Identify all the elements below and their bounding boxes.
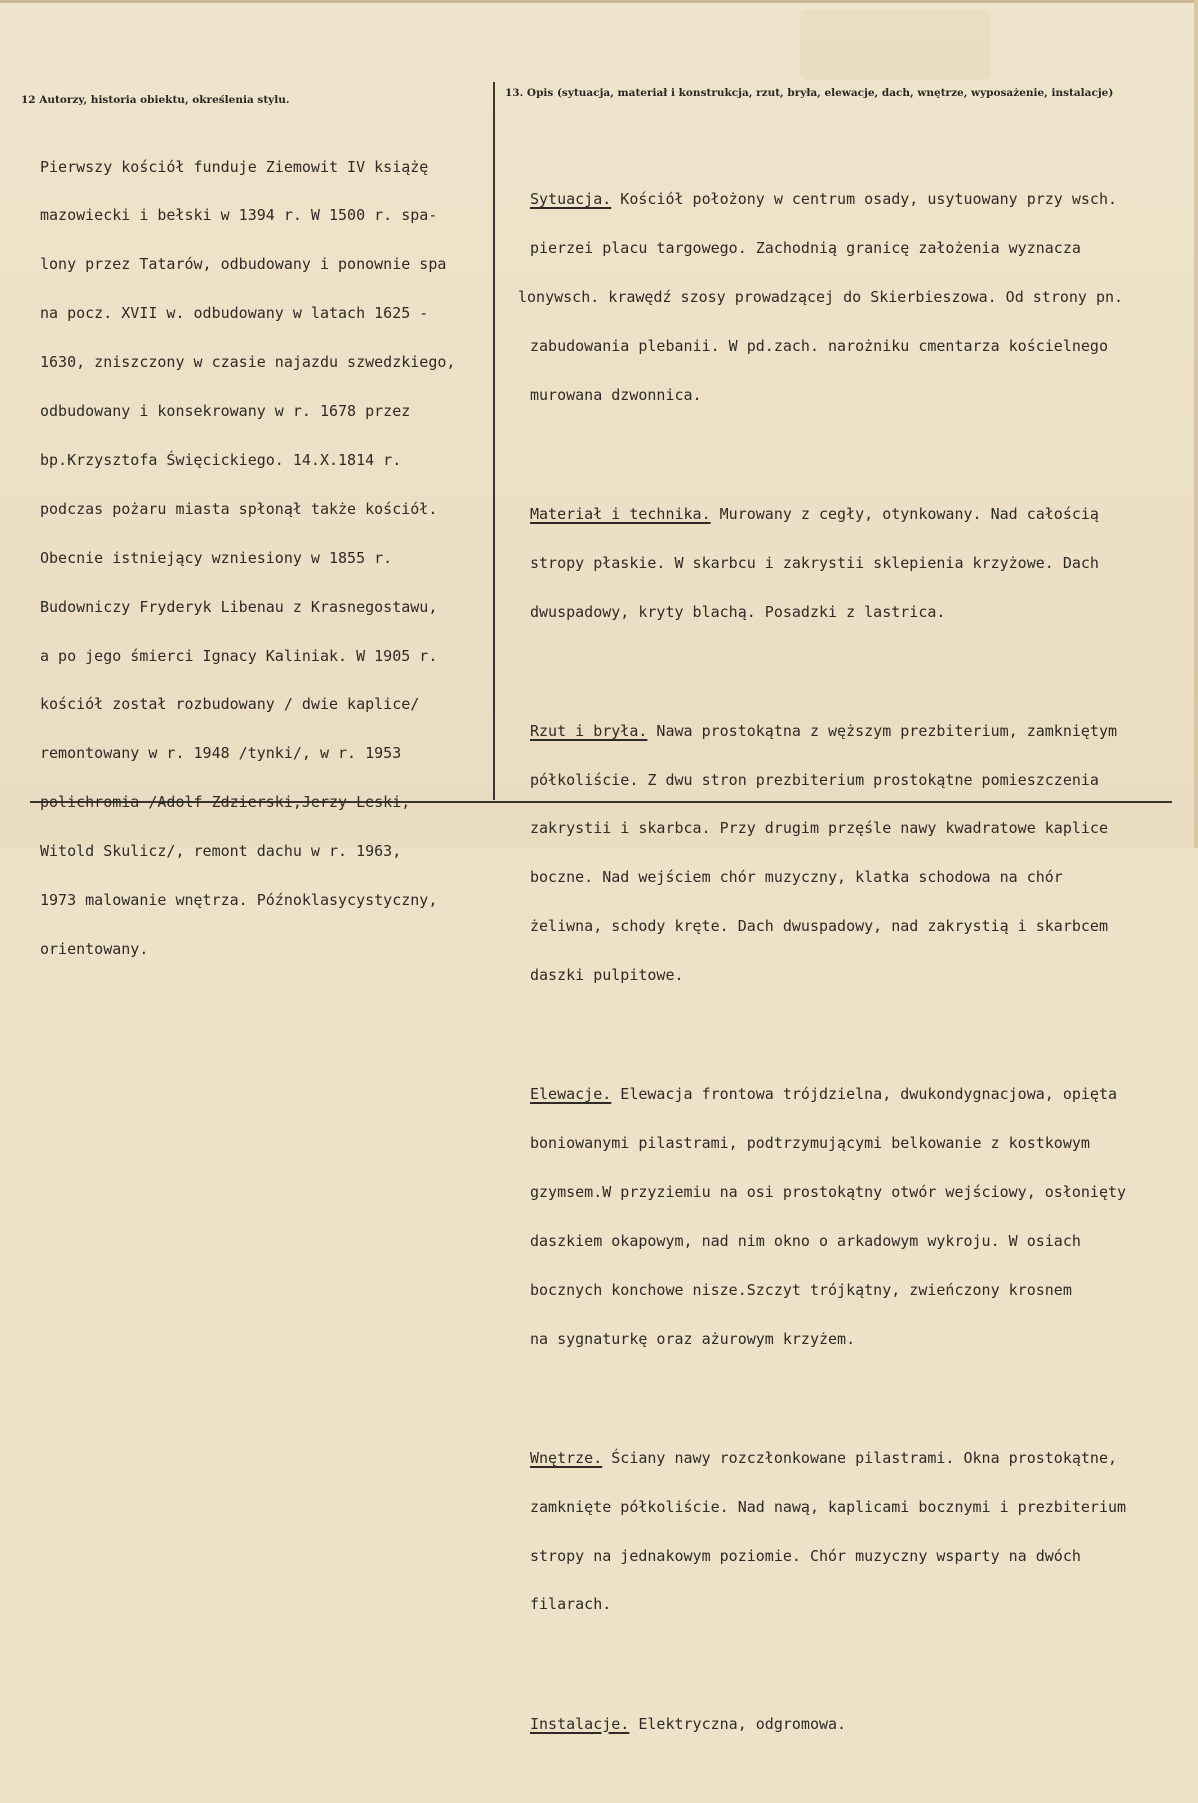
history-line: 1973 malowanie wnętrza. Późnoklasycystyczny, — [40, 890, 438, 909]
paragraph-elewacje — [530, 1054, 1195, 1380]
history-line: Budowniczy Fryderyk Libenau z Krasnegostawu, — [40, 597, 438, 616]
label-material: Materiał i technika. — [530, 504, 711, 523]
history-line: Obecnie istniejący wzniesiony w 1855 r. — [40, 548, 393, 567]
history-line: kościół został rozbudowany / dwie kaplice/ — [40, 695, 420, 714]
history-line: 1630, zniszczony w czasie najazdu szwedzkiego, — [40, 353, 456, 372]
paragraph-rzut — [530, 690, 1195, 1016]
desc-line: żeliwna, schody kręte. Dach dwuspadowy, nad zakrystią i skarbcem — [530, 917, 1108, 936]
history-line: bp.Krzysztofa Święcickiego. 14.X.1814 r. — [40, 450, 402, 469]
desc-line: boniowanymi pilastrami, podtrzymującymi belkowanie z kostkowym — [530, 1134, 1090, 1153]
desc-line: filarach. — [530, 1595, 612, 1614]
sheet-top-edge — [0, 0, 1198, 3]
section-12-heading: 12 Autorzy, historia obiektu, określenia stylu. — [21, 94, 290, 106]
paragraph-wnetrze — [530, 1417, 1195, 1645]
desc-line: gzymsem.W przyziemiu na osi prostokątny otwór wejściowy, osłonięty — [530, 1183, 1127, 1201]
desc-line: zamknięte półkoliście. Nad nawą, kaplicami bocznymi i prezbiterium — [530, 1497, 1127, 1516]
desc-line: Elektryczna, odgromowa. — [629, 1714, 847, 1733]
history-line: polichromia /Adolf Zdzierski,Jerzy Leski, — [40, 793, 411, 812]
desc-line: lonywsch. krawędź szosy prowadzącej do Skierbieszowa. Od strony pn. — [518, 287, 1124, 306]
label-sytuacja: Sytuacja. — [530, 190, 612, 209]
history-line: Pierwszy kościół funduje Ziemowit IV książę — [40, 157, 429, 176]
desc-line: daszki pulpitowe. — [530, 966, 684, 985]
desc-line: na sygnaturkę oraz ażurowym krzyżem. — [530, 1329, 856, 1348]
label-rzut: Rzut i bryła. — [530, 721, 648, 740]
history-line: remontowany w r. 1948 /tynki/, w r. 1953 — [40, 744, 402, 763]
history-text — [40, 126, 455, 990]
label-elewacje: Elewacje. — [530, 1085, 612, 1104]
desc-line: daszkiem okapowym, nad nim okno o arkadowym wykroju. W osiach — [530, 1231, 1081, 1250]
desc-line: zabudowania plebanii. W pd.zach. narożniku cmentarza kościelnego — [530, 336, 1108, 355]
desc-line: pierzei placu targowego. Zachodnią granicę założenia wyznacza — [530, 239, 1081, 258]
desc-line: zakrystii i skarbca. Przy drugim przęśle nawy kwadratowe kaplice — [530, 819, 1108, 838]
desc-line: półkoliście. Z dwu stron prezbiterium prostokątne pomieszczenia — [530, 770, 1099, 789]
desc-line: bocznych konchowe nisze.Szczyt trójkątny, zwieńczony krosnem — [530, 1280, 1072, 1299]
desc-line: Kościół położony w centrum osady, usytuowany przy wsch. — [611, 190, 1118, 209]
paragraph-sytuacja — [518, 159, 1195, 436]
desc-line: Ściany nawy rozczłonkowane pilastrami. Okna prostokątne, — [602, 1448, 1118, 1467]
desc-line: stropy na jednakowym poziomie. Chór muzyczny wsparty na dwóch — [530, 1546, 1081, 1565]
history-line: mazowiecki i bełski w 1394 r. W 1500 r. spa- — [40, 206, 438, 225]
description-text — [518, 126, 1195, 1802]
desc-line: Elewacja frontowa trójdzielna, dwukondygnacjowa, opięta — [611, 1085, 1118, 1104]
history-line: orientowany. — [40, 939, 149, 958]
column-divider — [493, 82, 495, 800]
history-line: a po jego śmierci Ignacy Kaliniak. W 1905 r. — [40, 646, 438, 665]
history-line: odbudowany i konsekrowany w r. 1678 przez — [40, 402, 411, 421]
paragraph-material — [530, 473, 1195, 652]
desc-line: Murowany z cegły, otynkowany. Nad całością — [710, 504, 1099, 523]
paper-stain — [800, 10, 990, 80]
history-line: Witold Skulicz/, remont dachu w r. 1963, — [40, 842, 402, 861]
history-line: podczas pożaru miasta spłonął także kościół. — [40, 499, 438, 518]
history-line: na pocz. XVII w. odbudowany w latach 1625 - — [40, 304, 429, 323]
desc-line: dwuspadowy, kryty blachą. Posadzki z lastrica. — [530, 602, 946, 621]
desc-line: boczne. Nad wejściem chór muzyczny, klatka schodowa na chór — [530, 868, 1063, 887]
section-13-heading: 13. Opis (sytuacja, materiał i konstrukcja, rzut, bryła, elewacje, dach, wnętrze, wyposażenie, instalacje) — [505, 87, 1114, 99]
desc-line: stropy płaskie. W skarbcu i zakrystii sklepienia krzyżowe. Dach — [530, 553, 1099, 572]
desc-line: Nawa prostokątna z węższym prezbiterium, zamkniętym — [647, 721, 1118, 740]
history-line: lony przez Tatarów, odbudowany i ponownie spa — [40, 255, 447, 274]
label-wnetrze: Wnętrze. — [530, 1448, 603, 1467]
label-instalacje: Instalacje. — [530, 1714, 630, 1733]
desc-line: murowana dzwonnica. — [530, 385, 702, 404]
paragraph-instalacje — [530, 1683, 1195, 1764]
